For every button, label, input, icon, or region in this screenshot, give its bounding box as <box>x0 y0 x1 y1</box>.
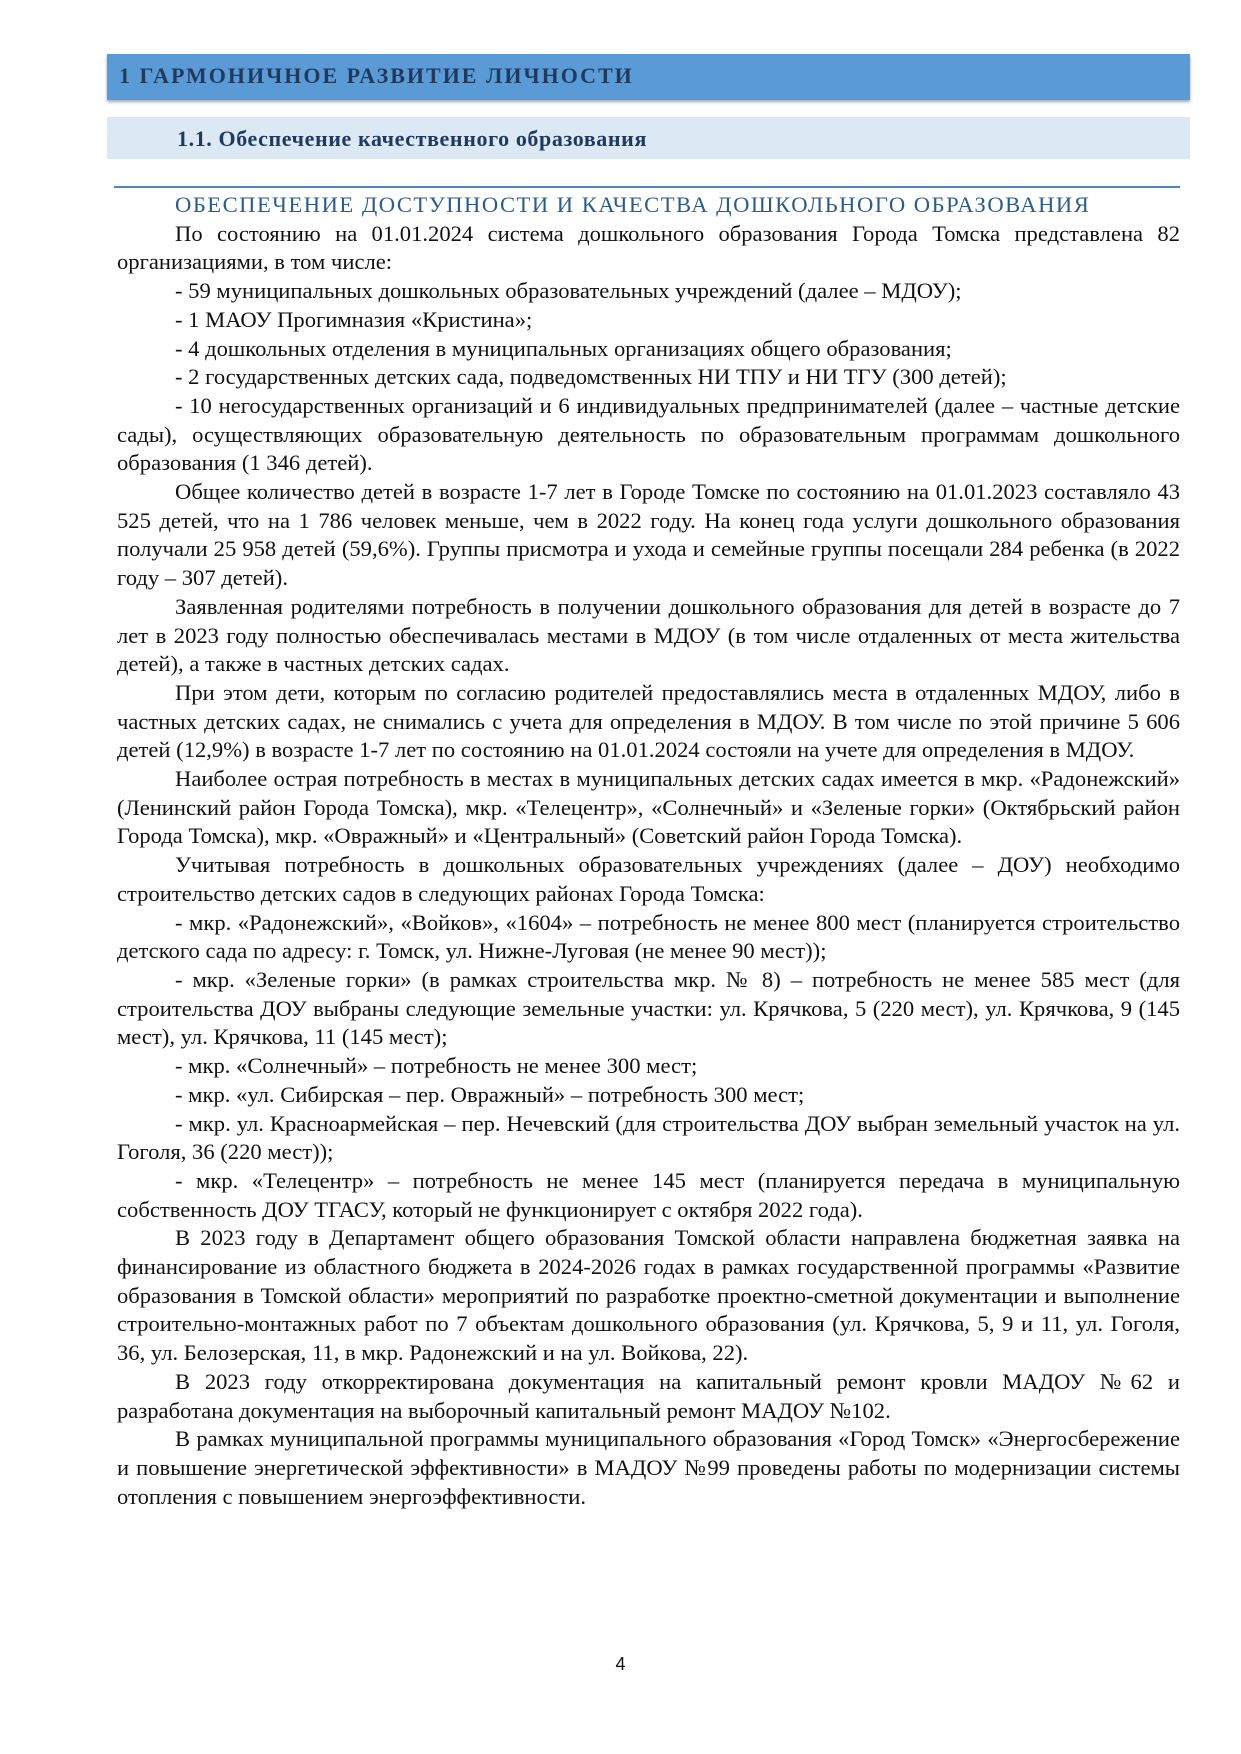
page-number: 4 <box>615 1654 626 1674</box>
section-heading-bar <box>107 54 1190 100</box>
paragraph: - 10 негосударственных организаций и 6 индивидуальных предпринимателей (далее – частные детские сады), осуществляющих образовательную деятельность по образовательным программам дошкольного образования (1 346 детей). <box>117 392 1180 476</box>
section-heading: 1 ГАРМОНИЧНОЕ РАЗВИТИЕ ЛИЧНОСТИ <box>119 63 634 88</box>
subsection-heading-bar <box>107 117 1190 159</box>
document-body <box>117 191 1180 1511</box>
paragraph: В 2023 году откорректирована документация на капитальный ремонт кровли МАДОУ №62 и разработана документация на выборочный капитальный ремонт МАДОУ №102. <box>117 1368 1180 1423</box>
paragraph: По состоянию на 01.01.2024 система дошкольного образования Города Томска представлена 82 организациями, в том числе: <box>117 220 1180 275</box>
paragraph: - 1 МАОУ Прогимназия «Кристина»; <box>175 306 533 332</box>
paragraph: В 2023 году в Департамент общего образования Томской области направлена бюджетная заявка на финансирование из областного бюджета в 2024-2026 годах в рамках государственной программы «Развитие образования в Томской области» мероприятий по разработке проектно-сметной документации и выполнение строительно-монтажных работ по 7 объектам дошкольного образования (ул. Крячкова, 5, 9 и 11, ул. Гоголя, 36, ул. Белозерская, 11, в мкр. Радонежский и на ул. Войкова, 22). <box>117 1225 1180 1366</box>
topic-heading: ОБЕСПЕЧЕНИЕ ДОСТУПНОСТИ И КАЧЕСТВА ДОШКОЛЬНОГО ОБРАЗОВАНИЯ <box>175 192 1091 217</box>
divider <box>114 186 1180 188</box>
paragraph: - 59 муниципальных дошкольных образовательных учреждений (далее – МДОУ); <box>175 278 962 304</box>
paragraph: Учитывая потребность в дошкольных образовательных учреждениях (далее – ДОУ) необходимо строительство детских садов в следующих районах Города Томска: <box>117 852 1180 906</box>
paragraph: - мкр. «Телецентр» – потребность не менее 145 мест (планируется передача в муниципальную собственность ДОУ ТГАСУ, который не функционирует с октября 2022 года). <box>117 1167 1180 1222</box>
paragraph: - 4 дошкольных отделения в муниципальных организациях общего образования; <box>175 335 952 361</box>
paragraph: - мкр. «Радонежский», «Войков», «1604» – потребность не менее 800 мест (планируется строительство детского сада по адресу: г. Томск, ул. Нижне-Луговая (не менее 90 мест)); <box>117 909 1180 964</box>
paragraph: Заявленная родителями потребность в получении дошкольного образования для детей в возрасте до 7 лет в 2023 году полностью обеспечивалась местами в МДОУ (в том числе отдаленных от места жительства детей), а также в частных детских садах. <box>117 593 1180 677</box>
paragraph: - мкр. «Солнечный» – потребность не менее 300 мест; <box>175 1053 698 1079</box>
paragraph: - мкр. ул. Красноармейская – пер. Нечевский (для строительства ДОУ выбран земельный участок на ул. Гоголя, 36 (220 мест)); <box>117 1110 1180 1165</box>
paragraph: Общее количество детей в возрасте 1-7 лет в Городе Томске по состоянию на 01.01.2023 составляло 43 525 детей, что на 1 786 человек меньше, чем в 2022 году. На конец года услуги дошкольного образования получали 25 958 детей (59,6%). Группы присмотра и ухода и семейные группы посещали 284 ребенка (в 2022 году – 307 детей). <box>117 479 1180 591</box>
paragraph: - 2 государственных детских сада, подведомственных НИ ТПУ и НИ ТГУ (300 детей); <box>175 364 1007 390</box>
paragraph: В рамках муниципальной программы муниципального образования «Город Томск» «Энергосбережение и повышение энергетической эффективности» в МАДОУ №99 проведены работы по модернизации системы отопления с повышением энергоэффективности. <box>117 1426 1180 1509</box>
paragraph: - мкр. «Зеленые горки» (в рамках строительства мкр. № 8) – потребность не менее 585 мест (для строительства ДОУ выбраны следующие земельные участки: ул. Крячкова, 5 (220 мест), ул. Крячкова, 9 (145 мест), ул. Крячкова, 11 (145 мест); <box>117 966 1180 1050</box>
subsection-heading: 1.1. Обеспечение качественного образования <box>177 126 647 151</box>
paragraph: При этом дети, которым по согласию родителей предоставлялись места в отдаленных МДОУ, либо в частных детских садах, не снимались с учета для определения в МДОУ. В том числе по этой причине 5 606 детей (12,9%) в возрасте 1-7 лет по состоянию на 01.01.2024 состояли на учете для определения в МДОУ. <box>117 679 1180 763</box>
paragraph: Наиболее острая потребность в местах в муниципальных детских садах имеется в мкр. «Радонежский» (Ленинский район Города Томска), мкр. «Телецентр», «Солнечный» и «Зеленые горки» (Октябрьский район Города Томска), мкр. «Овражный» и «Центральный» (Советский район Города Томска). <box>117 766 1180 849</box>
paragraph: - мкр. «ул. Сибирская – пер. Овражный» – потребность 300 мест; <box>175 1081 805 1107</box>
